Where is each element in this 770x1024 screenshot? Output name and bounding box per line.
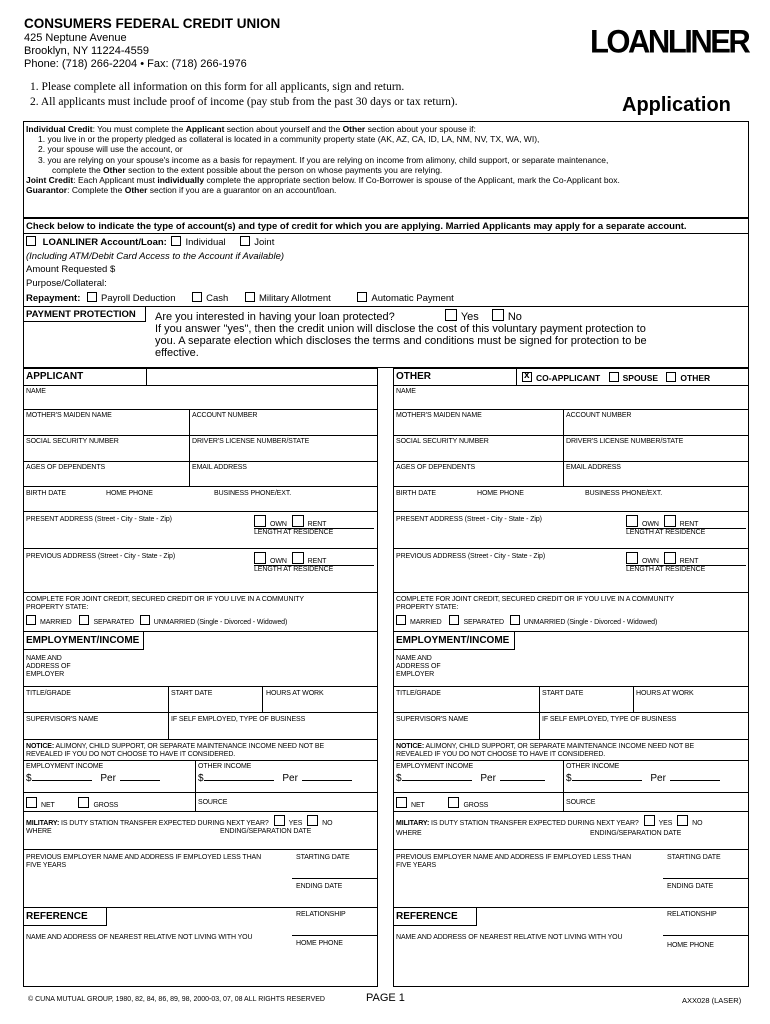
present-own-checkbox[interactable]	[254, 515, 266, 527]
other-previous-rent-checkbox[interactable]	[664, 552, 676, 564]
other-starting-date-label: STARTING DATE	[667, 854, 721, 861]
other-present-rent-checkbox[interactable]	[664, 515, 676, 527]
previous-length-label: LENGTH AT RESIDENCE	[254, 565, 374, 573]
other-home-phone-label: HOME PHONE	[477, 490, 524, 497]
cash-checkbox[interactable]	[192, 292, 202, 302]
repayment-row: Repayment: Payroll Deduction Cash Military Allotment Automatic Payment	[26, 293, 454, 304]
applicant-military-row: MILITARY: IS DUTY STATION TRANSFER EXPECTED DURING NEXT YEAR? YES NO	[26, 815, 332, 827]
other-title: OTHER	[396, 371, 431, 382]
other-present-own-rent: OWN RENT LENGTH AT RESIDENCE	[626, 515, 746, 536]
applicant-birth-label: BIRTH DATE	[26, 490, 66, 497]
amount-requested-label: Amount Requested $	[26, 264, 116, 275]
intro-text: Individual Credit: You must complete the Applicant section about yourself and the Other section about your spouse if: 1. you live in or the property pledged as collateral is located in a community property state (AK, AZ, CA, ID, LA, NM, NV, TX, WA, WI), 2. your spouse will use the account, or 3. you are relying on your spouse's income as a basis for repayment. If you are relying on income from alimony, child support, or separate maintenance, complete the Other section to the extent possible about the person on whose payments you are relying. Joint Credit: Each Applicant must individually complete the appropriate section below. If Co-Borrower is spouse of the Applicant, mark the Co-Applicant box. Guarantor: Complete the Other section if you are a guarantor on an account/loan.	[26, 124, 620, 196]
applicant-other-income-label: OTHER INCOME	[198, 763, 252, 770]
other-where-label: WHERE	[396, 830, 422, 837]
other-birth-label: BIRTH DATE	[396, 490, 436, 497]
loanliner-logo: LOANLINER	[590, 23, 749, 60]
other-unmarried-checkbox[interactable]	[510, 615, 520, 625]
other-income-line: $ Per	[396, 773, 545, 784]
applicant-start-date-label: START DATE	[171, 690, 213, 697]
separated-checkbox[interactable]	[79, 615, 89, 625]
applicant-notice: NOTICE: ALIMONY, CHILD SUPPORT, OR SEPARATE MAINTENANCE INCOME NEED NOT BE REVEALED IF YOU DO NOT CHOOSE TO HAVE IT CONSIDERED.	[26, 743, 325, 758]
applicant-previous-own-rent: OWN RENT LENGTH AT RESIDENCE	[254, 552, 374, 573]
applicant-business-phone-label: BUSINESS PHONE/EXT.	[214, 490, 292, 497]
purpose-label: Purpose/Collateral:	[26, 278, 107, 289]
other-hours-label: HOURS AT WORK	[636, 690, 694, 697]
other-source-label: SOURCE	[566, 799, 596, 806]
applicant-present-address-label: PRESENT ADDRESS (Street - City - State - Zip)	[26, 516, 172, 523]
applicant-supervisor-label: SUPERVISOR'S NAME	[26, 716, 99, 723]
other-reference-phone-label: HOME PHONE	[667, 942, 714, 949]
other-supervisor-label: SUPERVISOR'S NAME	[396, 716, 469, 723]
applicant-source-label: SOURCE	[198, 799, 228, 806]
applicant-hours-label: HOURS AT WORK	[266, 690, 324, 697]
applicant-joint-note: COMPLETE FOR JOINT CREDIT, SECURED CREDIT OR IF YOU LIVE IN A COMMUNITY PROPERTY STATE:	[26, 596, 304, 611]
other-account-label: ACCOUNT NUMBER	[566, 412, 632, 419]
other-previous-length-label: LENGTH AT RESIDENCE	[626, 565, 746, 573]
individual-checkbox[interactable]	[171, 236, 181, 246]
applicant-ssn-label: SOCIAL SECURITY NUMBER	[26, 438, 119, 445]
other-prev-employer-label: PREVIOUS EMPLOYER NAME AND ADDRESS IF EMPLOYED LESS THAN FIVE YEARS	[396, 854, 632, 869]
unmarried-checkbox[interactable]	[140, 615, 150, 625]
applicant-title: APPLICANT	[26, 371, 84, 382]
other-ssn-label: SOCIAL SECURITY NUMBER	[396, 438, 489, 445]
other-self-employed-label: IF SELF EMPLOYED, TYPE OF BUSINESS	[542, 716, 677, 723]
present-rent-checkbox[interactable]	[292, 515, 304, 527]
other-type-checkbox[interactable]	[666, 372, 676, 382]
other-previous-own-checkbox[interactable]	[626, 552, 638, 564]
previous-own-checkbox[interactable]	[254, 552, 266, 564]
address-line-2: Brooklyn, NY 11224-4559	[24, 45, 149, 57]
other-present-length-label: LENGTH AT RESIDENCE	[626, 528, 746, 536]
form-code: AXX028 (LASER)	[682, 996, 742, 1005]
applicant-present-own-rent: OWN RENT LENGTH AT RESIDENCE	[254, 515, 374, 536]
other-email-label: EMAIL ADDRESS	[566, 464, 621, 471]
loanliner-row: LOANLINER Account/Loan: Individual Joint	[26, 236, 274, 248]
other-other-income-label: OTHER INCOME	[566, 763, 620, 770]
applicant-ending-sep-label: ENDING/SEPARATION DATE	[220, 828, 312, 835]
applicant-home-phone-label: HOME PHONE	[106, 490, 153, 497]
applicant-net-checkbox[interactable]	[26, 797, 37, 808]
automatic-checkbox[interactable]	[357, 292, 367, 302]
applicant-net-gross: NET GROSS	[26, 797, 118, 809]
other-military-no[interactable]	[677, 815, 688, 826]
account-heading: Check below to indicate the type of account(s) and type of credit for which you are applying. Married Applicants may apply for a separate account.	[26, 221, 687, 232]
applicant-marital-row: MARRIED SEPARATED UNMARRIED (Single - Divorced - Widowed)	[26, 615, 287, 626]
applicant-account-label: ACCOUNT NUMBER	[192, 412, 258, 419]
applicant-gross-checkbox[interactable]	[78, 797, 89, 808]
previous-rent-checkbox[interactable]	[292, 552, 304, 564]
payment-protection-text: Are you interested in having your loan protected? Yes No If you answer "yes", then the credit union will disclose the cost of this voluntary payment protection to you. A separate election which discloses the terms and conditions must be signed for protection to be effective.	[155, 311, 647, 359]
atm-note: (Including ATM/Debit Card Access to the Account if Available)	[26, 251, 285, 262]
protection-no-checkbox[interactable]	[492, 309, 504, 321]
other-ending-sep-label: ENDING/SEPARATION DATE	[590, 830, 682, 837]
applicant-ending-date-label: ENDING DATE	[296, 883, 343, 890]
other-gross-checkbox[interactable]	[448, 797, 459, 808]
applicant-where-label: WHERE	[26, 828, 52, 835]
applicant-reference-title: REFERENCE	[26, 911, 88, 922]
joint-checkbox[interactable]	[240, 236, 250, 246]
page-number: PAGE 1	[366, 992, 405, 1004]
other-start-date-label: START DATE	[542, 690, 584, 697]
other-separated-checkbox[interactable]	[449, 615, 459, 625]
other-employer-label: NAME AND ADDRESS OF EMPLOYER	[396, 655, 441, 678]
applicant-employer-label: NAME AND ADDRESS OF EMPLOYER	[26, 655, 71, 678]
applicant-email-label: EMAIL ADDRESS	[192, 464, 247, 471]
other-maiden-label: MOTHER'S MAIDEN NAME	[396, 412, 482, 419]
other-notice: NOTICE: ALIMONY, CHILD SUPPORT, OR SEPARATE MAINTENANCE INCOME NEED NOT BE REVEALED IF YOU DO NOT CHOOSE TO HAVE IT CONSIDERED.	[396, 743, 695, 758]
form-title: Application	[622, 94, 731, 116]
other-dl-label: DRIVER'S LICENSE NUMBER/STATE	[566, 438, 684, 445]
other-joint-note: COMPLETE FOR JOINT CREDIT, SECURED CREDIT OR IF YOU LIVE IN A COMMUNITY PROPERTY STATE:	[396, 596, 674, 611]
instruction-1: 1. Please complete all information on this form for all applicants, sign and return.	[30, 81, 405, 93]
applicant-starting-date-label: STARTING DATE	[296, 854, 350, 861]
other-business-phone-label: BUSINESS PHONE/EXT.	[585, 490, 663, 497]
address-line-1: 425 Neptune Avenue	[24, 32, 127, 44]
spouse-checkbox[interactable]	[609, 372, 619, 382]
phone-line: Phone: (718) 266-2204 • Fax: (718) 266-1976	[24, 58, 247, 70]
applicant-reference-phone-label: HOME PHONE	[296, 940, 343, 947]
other-previous-address-label: PREVIOUS ADDRESS (Street - City - State - Zip)	[396, 553, 546, 560]
applicant-previous-address-label: PREVIOUS ADDRESS (Street - City - State - Zip)	[26, 553, 176, 560]
copyright: © CUNA MUTUAL GROUP, 1980, 82, 84, 86, 89, 98, 2000-03, 07, 08 ALL RIGHTS RESERVED	[28, 996, 325, 1003]
other-title-grade-label: TITLE/GRADE	[396, 690, 441, 697]
other-name-label: NAME	[396, 388, 416, 395]
other-present-address-label: PRESENT ADDRESS (Street - City - State - Zip)	[396, 516, 542, 523]
applicant-ages-label: AGES OF DEPENDENTS	[26, 464, 106, 471]
loanliner-checkbox[interactable]	[26, 236, 36, 246]
other-previous-own-rent: OWN RENT LENGTH AT RESIDENCE	[626, 552, 746, 573]
other-marital-row: MARRIED SEPARATED UNMARRIED (Single - Divorced - Widowed)	[396, 615, 657, 626]
applicant-self-employed-label: IF SELF EMPLOYED, TYPE OF BUSINESS	[171, 716, 306, 723]
instruction-2: 2. All applicants must include proof of income (pay stub from the past 30 days or tax return).	[30, 96, 458, 108]
military-checkbox[interactable]	[245, 292, 255, 302]
instructions	[30, 80, 458, 110]
applicant-name-label: NAME	[26, 388, 46, 395]
other-employment-title: EMPLOYMENT/INCOME	[396, 635, 510, 646]
other-ages-label: AGES OF DEPENDENTS	[396, 464, 476, 471]
other-military-yes[interactable]	[644, 815, 655, 826]
applicant-dl-label: DRIVER'S LICENSE NUMBER/STATE	[192, 438, 310, 445]
org-address	[24, 32, 247, 71]
other-nearest-label: NAME AND ADDRESS OF NEAREST RELATIVE NOT LIVING WITH YOU	[396, 934, 623, 941]
applicant-title-grade-label: TITLE/GRADE	[26, 690, 71, 697]
applicant-prev-employer-label: PREVIOUS EMPLOYER NAME AND ADDRESS IF EMPLOYED LESS THAN FIVE YEARS	[26, 854, 262, 869]
other-military-row: MILITARY: IS DUTY STATION TRANSFER EXPECTED DURING NEXT YEAR? YES NO	[396, 815, 702, 827]
other-employment-income-label: EMPLOYMENT INCOME	[396, 763, 474, 770]
other-net-checkbox[interactable]	[396, 797, 407, 808]
protection-yes-checkbox[interactable]	[445, 309, 457, 321]
payment-protection-label: PAYMENT PROTECTION	[26, 309, 136, 320]
applicant-military-no[interactable]	[307, 815, 318, 826]
applicant-employment-income-label: EMPLOYMENT INCOME	[26, 763, 104, 770]
present-length-label: LENGTH AT RESIDENCE	[254, 528, 374, 536]
co-applicant-checkbox[interactable]	[522, 372, 532, 382]
other-other-income-line: $ Per	[566, 773, 720, 784]
other-present-own-checkbox[interactable]	[626, 515, 638, 527]
applicant-relationship-label: RELATIONSHIP	[296, 911, 346, 918]
other-married-checkbox[interactable]	[396, 615, 406, 625]
other-ending-date-label: ENDING DATE	[667, 883, 714, 890]
other-net-gross: NET GROSS	[396, 797, 488, 809]
other-reference-title: REFERENCE	[396, 911, 458, 922]
applicant-employment-title: EMPLOYMENT/INCOME	[26, 635, 140, 646]
married-checkbox[interactable]	[26, 615, 36, 625]
applicant-maiden-label: MOTHER'S MAIDEN NAME	[26, 412, 112, 419]
applicant-other-income-line: $ Per	[198, 773, 352, 784]
applicant-income-line: $ Per	[26, 773, 160, 784]
org-name: CONSUMERS FEDERAL CREDIT UNION	[24, 16, 281, 31]
applicant-military-yes[interactable]	[274, 815, 285, 826]
applicant-nearest-label: NAME AND ADDRESS OF NEAREST RELATIVE NOT LIVING WITH YOU	[26, 934, 253, 941]
other-type-row: x CO-APPLICANT SPOUSE OTHER	[522, 372, 710, 383]
other-relationship-label: RELATIONSHIP	[667, 911, 717, 918]
payroll-checkbox[interactable]	[87, 292, 97, 302]
